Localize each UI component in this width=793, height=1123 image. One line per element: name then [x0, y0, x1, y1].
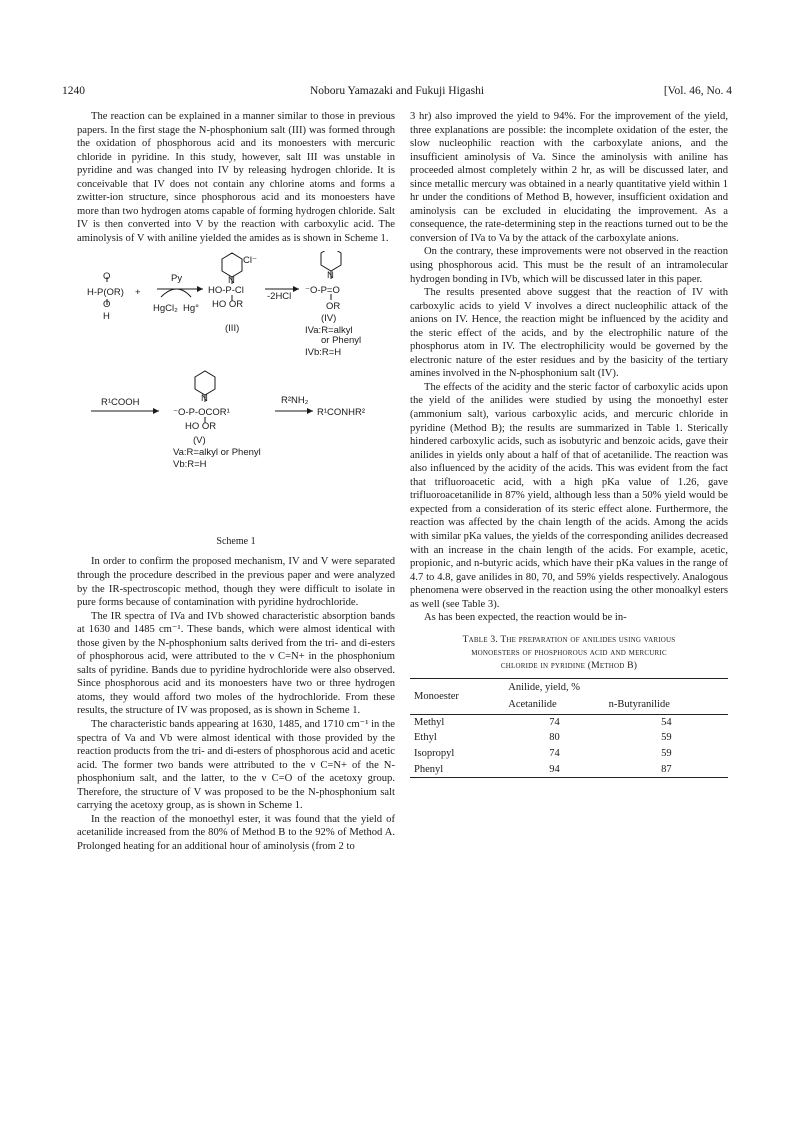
row-acetanilide-yield: 80	[549, 732, 560, 744]
row-monoester: Phenyl	[414, 763, 444, 775]
left-column	[77, 110, 395, 854]
row-monoester: Ethyl	[414, 732, 437, 744]
row-acetanilide-yield: 94	[549, 763, 560, 775]
running-header	[62, 85, 732, 101]
paragraph: As has been expected, the reaction would be in-	[424, 612, 627, 624]
table-3	[410, 678, 728, 778]
row-acetanilide-yield: 74	[549, 747, 560, 759]
reagent-hgcl2: HgCl₂	[153, 303, 178, 315]
table-row	[410, 746, 728, 762]
table-row	[410, 762, 728, 778]
running-authors: Noboru Yamazaki and Fukuji Higashi	[309, 85, 485, 97]
row-butyranilide-yield: 54	[661, 716, 672, 728]
salt-iii-formula: HO-P-Cl	[208, 285, 244, 297]
salt-iv-substituent: OR	[326, 301, 341, 313]
reactant-formula: H-P(OR)	[87, 287, 124, 299]
table-row	[410, 730, 728, 746]
reactant-oxo: O	[103, 271, 111, 283]
row-butyranilide-yield: 59	[661, 732, 672, 744]
salt-v-id: (V)	[193, 435, 206, 447]
table-caption-line: monoesters of phosphorous acid and mercuric	[471, 646, 667, 658]
salt-iii-id: (III)	[225, 323, 240, 335]
right-column	[410, 110, 728, 778]
paragraph: 3 hr) also improved the yield to 94%. For the improvement of the yield, three explanations are possible: the incomplete oxidation of the ester, the slow nucleophilic reaction with the carboxylate anions, and the insufficient aminolysis of Va. Since the aminolysis with aniline has proceeded almost completely within 2 hr, as will be discussed later, and since metallic mercury was obtained in a nearly quantitative yield within 1 hr under the conditions of Method B, however, insufficient oxidation and aminolysis can be excluded in elucidating the improvement. As a consequence, the rate-determining step in the reactions turned out to be the conversion of IVa to Va by the attack of the carboxylate anions.	[410, 111, 728, 244]
paragraph: The results presented above suggest that the reaction of IV with carboxylic acids to yield V involves a direct nucleophilic attack of the anions on IV. Hence, the reaction might be influenced by the acidity and the steric effect of the acids, and by the electrophilic nature of the phosphorus atom in IV. The electrophilicity would be governed by the electronic nature of the ester residues and by the basicity of the tertiary amines involved in the N-phosphonium salt (IV).	[410, 287, 728, 380]
chloride-ion: Cl⁻	[243, 255, 257, 267]
pyridinium-n-v: N	[201, 393, 208, 405]
row-butyranilide-yield: 87	[661, 763, 672, 775]
paragraph: The effects of the acidity and the steric factor of carboxylic acids upon the yield of the anilides were studied by using the monoethyl ester (ammonium salt), various carboxylic acids, and mercuric chloride in pyridine (Method B); the results are summarized in Table 1. Sterically hindered carboxylic acids, such as isobutyric and benzoic acids, gave their anilides in yields only about a half of that of acetanilide. The reaction was also influenced by the acidity of the acids. This was evident from the fact that trifluoroacetic acid, with a high pKa value of 1.26, gave trifluoroacetanilide in 87% yield, although less than a 50% yield would be expected from a consideration of its steric effect alone. Furthermore, the reaction was affected by the chain length of the acids. Among the acids with similar pKa values, the yields of the corresponding anilides decreased with an increase in the chain length of the acids. For example, acetic, propionic, and n-butyric acids, which have their pKa values in the range of 4.7 to 4.8, gave anilides in 80, 70, and 59% yields respectively. Analogous phenomena were observed in the reaction using the other monoalkyl esters as well (see Table 3).	[410, 381, 728, 610]
table-row	[410, 714, 728, 730]
pyridinium-n-iv: N	[327, 270, 334, 282]
reactant-oxo-2: O	[103, 299, 111, 311]
carboxylic-acid: R¹COOH	[101, 397, 140, 409]
column-header-acetanilide: Acetanilide	[504, 696, 604, 714]
table-caption-line: Table 3. The preparation of anilides using various	[462, 633, 676, 645]
salt-v-substituents: HO OR	[185, 421, 217, 433]
page-number: 1240	[62, 85, 85, 97]
paragraph: The characteristic bands appearing at 1630, 1485, and 1710 cm⁻¹ in the spectra of Va and Vb were almost identical with those provided by the reaction products from the tri- and di-esters of phosphorous acid and acetic acid. The former two bands were attributed to the ν C=N+ of the N-phosphonium salt, and the latter, to the ν C=O of the acetoxy group. Therefore, the structure of V was proposed to be the N-phosphonium salt carrying the acetoxy group, as is shown in Scheme 1.	[77, 719, 395, 812]
reactant-h: H	[103, 311, 110, 323]
byproduct-hg: Hg°	[183, 303, 199, 315]
scheme-caption: Scheme 1	[216, 536, 256, 548]
salt-v-variant-b: Vb:R=H	[173, 459, 207, 471]
table-caption-line: chloride in pyridine (Method B)	[500, 659, 638, 671]
column-group-header: Anilide, yield, %	[508, 681, 580, 693]
pyridinium-n: N	[228, 275, 235, 287]
amine-reagent: R²NH₂	[281, 395, 309, 407]
reaction-scheme-drawing	[77, 251, 395, 533]
scheme-1-figure	[77, 251, 395, 551]
svg-text:+: +	[135, 287, 141, 299]
paragraph: The IR spectra of IVa and IVb showed characteristic absorption bands at 1630 and 1485 cm⁻¹. These bands, which were almost identical with those given by the N-phosphonium salts derived from the tri- and di-esters of phosphorous acid, were attributed to the ν C=N+ in the phosphonium salts of pyridine. Bands due to pyridine hydrochloride were also observed. Since phosphorous acid and its monoesters have two or three hydrogen atoms, they would afford two moles of the hydrochloride. From these results, the structure of IV was proposed, as is shown in Scheme 1.	[77, 610, 395, 717]
row-monoester: Methyl	[414, 716, 445, 728]
table-3-caption	[410, 633, 728, 672]
column-header-monoester: Monoester	[410, 678, 504, 714]
paragraph: On the contrary, these improvements were not observed in the reaction using phosphorous acid. This must be the result of an intramolecular hydrogen bonding in IVb, which will be discussed later in this paper.	[410, 246, 728, 285]
salt-iv-variant-a: IVa:R=alkyl	[305, 325, 353, 337]
salt-iv-variant-b: IVb:R=H	[305, 347, 342, 359]
column-header-butyranilide: n-Butyranilide	[605, 696, 728, 714]
paragraph: In the reaction of the monoethyl ester, it was found that the yield of acetanilide increased from the 80% of Method B to the 92% of Method A. Prolonged heating for an additional hour of aminolysis (from 2 to	[77, 813, 395, 852]
row-butyranilide-yield: 59	[661, 747, 672, 759]
salt-iii-substituents: HO OR	[212, 299, 244, 311]
reagent-py: Py	[171, 273, 183, 285]
salt-v-formula: ⁻O-P-OCOR¹	[173, 407, 230, 419]
salt-iv-formula: ⁻O-P=O	[305, 285, 340, 297]
volume-issue: [Vol. 46, No. 4	[663, 85, 732, 97]
minus-hcl: -2HCl	[267, 291, 292, 303]
salt-v-variant-a: Va:R=alkyl or Phenyl	[173, 447, 261, 459]
row-monoester: Isopropyl	[414, 747, 455, 759]
row-acetanilide-yield: 74	[549, 716, 560, 728]
paragraph: The reaction can be explained in a manner similar to those in previous papers. In the first stage the N-phosphonium salt (III) was formed through the oxidation of phosphorous acid and its monoesters with mercuric chloride in pyridine. In this study, however, salt III was unstable in pyridine and was changed into IV by releasing hydrogen chloride. It is conceivable that IV does not contain any chlorine atoms and forms a zwitter-ion structure, since phosphorous acid and its monoesters have more than two hydrogen atoms capable of forming hydrogen chloride. Salt IV is then converted into V by the reaction with carboxylic acid. The aminolysis of V with aniline yielded the amides as is shown in Scheme 1.	[77, 111, 395, 244]
salt-iv-id: (IV)	[321, 313, 337, 325]
paragraph: In order to confirm the proposed mechanism, IV and V were separated through the procedure described in the previous paper and were analyzed by the IR-spectroscopic method, though they were difficult to isolate in pure forms because of contamination with pyridine hydrochloride.	[77, 556, 395, 609]
salt-iv-variant-a2: or Phenyl	[321, 335, 362, 347]
amide-product: R¹CONHR²	[317, 407, 366, 419]
